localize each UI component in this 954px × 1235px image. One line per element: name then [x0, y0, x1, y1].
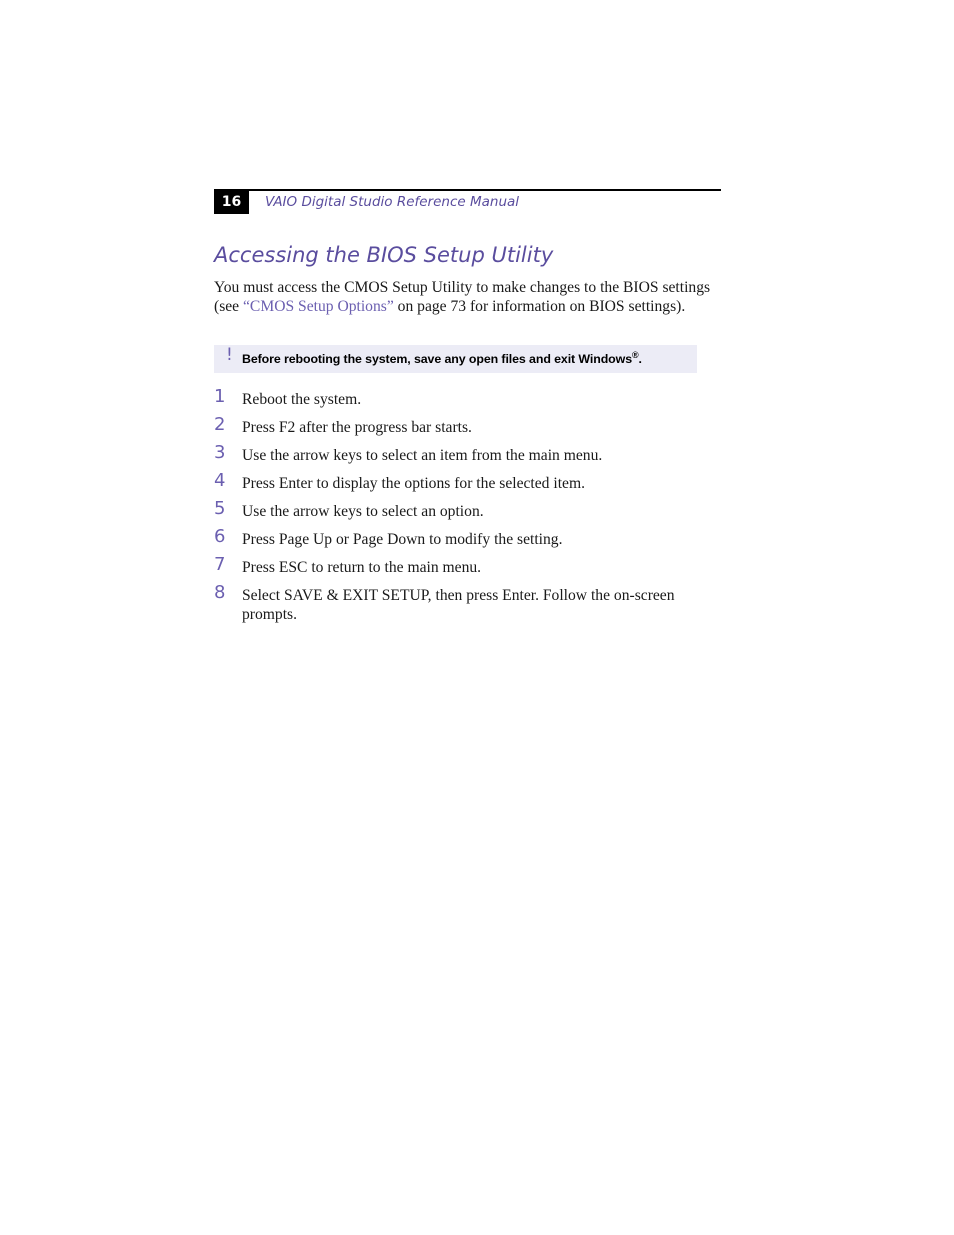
step-item: [214, 442, 724, 470]
steps-list: [214, 386, 724, 622]
step-item: [214, 386, 724, 414]
step-text: Use the arrow keys to select an item from the main menu.: [242, 447, 603, 464]
step-item: [214, 498, 724, 526]
step-item: [214, 470, 724, 498]
intro-text-before: You must access the CMOS Setup Utility to make changes to the BIOS settings (see: [214, 279, 711, 315]
caution-note-text: [242, 350, 642, 366]
intro-text-after: on page 73 for information on BIOS settings).: [393, 298, 686, 315]
step-number: 1: [214, 386, 226, 407]
step-number: 8: [214, 582, 226, 603]
section-title: Accessing the BIOS Setup Utility: [214, 243, 554, 267]
caution-text: Before rebooting the system, save any open files and exit Windows: [242, 352, 632, 367]
caution-end: .: [638, 352, 642, 367]
page-header: [214, 189, 721, 216]
step-number: 4: [214, 470, 226, 491]
step-number: 6: [214, 526, 226, 547]
step-item: [214, 582, 724, 622]
step-item: [214, 414, 724, 442]
exclamation-icon: !: [226, 345, 233, 365]
step-text: Reboot the system.: [242, 391, 362, 408]
registered-mark: ®: [631, 350, 639, 360]
step-text: Select SAVE & EXIT SETUP, then press Enter. Follow the on-screen prompts.: [242, 587, 675, 623]
step-item: [214, 526, 724, 554]
page-number: 16: [214, 191, 249, 214]
cmos-setup-options-link[interactable]: “CMOS Setup Options”: [243, 298, 394, 315]
step-text: Press ESC to return to the main menu.: [242, 559, 482, 576]
intro-paragraph: [214, 278, 720, 316]
step-text: Press Page Up or Page Down to modify the setting.: [242, 531, 563, 548]
manual-title: VAIO Digital Studio Reference Manual: [265, 194, 520, 210]
step-number: 2: [214, 414, 226, 435]
step-text: Press Enter to display the options for the selected item.: [242, 475, 585, 492]
step-item: [214, 554, 724, 582]
step-text: Use the arrow keys to select an option.: [242, 503, 484, 520]
caution-note: [214, 345, 697, 373]
step-number: 5: [214, 498, 226, 519]
step-number: 7: [214, 554, 226, 575]
step-number: 3: [214, 442, 226, 463]
step-text: Press F2 after the progress bar starts.: [242, 419, 472, 436]
